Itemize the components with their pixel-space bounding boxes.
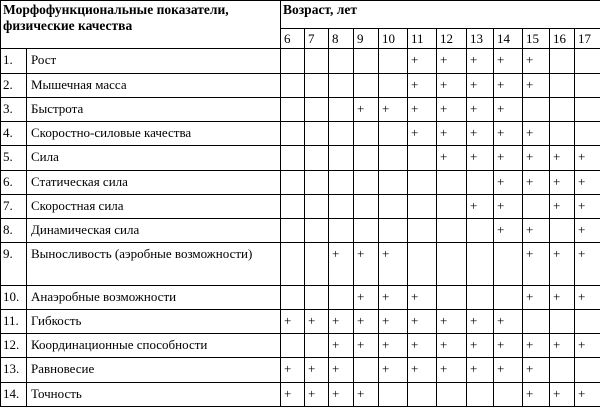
- plus-mark-cell: +: [550, 334, 575, 358]
- row-number: 11.: [1, 309, 27, 333]
- empty-cell: [408, 243, 437, 285]
- row-number: 12.: [1, 334, 27, 358]
- empty-cell: [281, 194, 305, 218]
- plus-mark-cell: +: [437, 49, 467, 73]
- plus-mark-cell: +: [437, 146, 467, 170]
- table-row: [1, 49, 600, 73]
- empty-cell: [329, 73, 354, 97]
- table-row: [1, 122, 600, 146]
- plus-mark-cell: +: [329, 358, 354, 382]
- empty-cell: [467, 243, 494, 285]
- plus-mark-cell: +: [437, 122, 467, 146]
- empty-cell: [523, 194, 550, 218]
- age-column-header: 13: [467, 29, 494, 49]
- empty-cell: [467, 382, 494, 406]
- plus-mark-cell: +: [494, 122, 523, 146]
- age-column-header: 6: [281, 29, 305, 49]
- plus-mark-cell: +: [379, 309, 408, 333]
- empty-cell: [550, 309, 575, 333]
- row-label: Рост: [27, 49, 281, 73]
- plus-mark-cell: +: [494, 146, 523, 170]
- age-column-header: 15: [523, 29, 550, 49]
- age-column-header: 9: [354, 29, 379, 49]
- empty-cell: [354, 358, 379, 382]
- table-row: [1, 382, 600, 406]
- plus-mark-cell: +: [550, 285, 575, 309]
- plus-mark-cell: +: [379, 243, 408, 285]
- age-column-header: 7: [305, 29, 329, 49]
- plus-mark-cell: +: [494, 194, 523, 218]
- table-row: [1, 170, 600, 194]
- age-column-header: 12: [437, 29, 467, 49]
- plus-mark-cell: +: [467, 334, 494, 358]
- plus-mark-cell: +: [281, 309, 305, 333]
- plus-mark-cell: +: [437, 309, 467, 333]
- table-row: [1, 194, 600, 218]
- plus-mark-cell: +: [379, 358, 408, 382]
- table-row: [1, 334, 600, 358]
- table-row: [1, 285, 600, 309]
- plus-mark-cell: +: [408, 49, 437, 73]
- plus-mark-cell: +: [494, 73, 523, 97]
- plus-mark-cell: +: [354, 309, 379, 333]
- plus-mark-cell: +: [523, 285, 550, 309]
- plus-mark-cell: +: [494, 334, 523, 358]
- row-number: 6.: [1, 170, 27, 194]
- plus-mark-cell: +: [281, 358, 305, 382]
- plus-mark-cell: +: [523, 49, 550, 73]
- empty-cell: [354, 194, 379, 218]
- plus-mark-cell: +: [437, 73, 467, 97]
- empty-cell: [379, 382, 408, 406]
- row-label: Статическая сила: [27, 170, 281, 194]
- empty-cell: [354, 219, 379, 243]
- empty-cell: [408, 194, 437, 218]
- empty-cell: [550, 122, 575, 146]
- row-label: Скоростная сила: [27, 194, 281, 218]
- empty-cell: [329, 170, 354, 194]
- age-column-header: 17: [575, 29, 600, 49]
- table-row: [1, 97, 600, 121]
- plus-mark-cell: +: [305, 382, 329, 406]
- row-label: Динамическая сила: [27, 219, 281, 243]
- empty-cell: [329, 49, 354, 73]
- row-number: 5.: [1, 146, 27, 170]
- row-label: Скоростно-силовые качества: [27, 122, 281, 146]
- empty-cell: [575, 358, 600, 382]
- empty-cell: [379, 49, 408, 73]
- plus-mark-cell: +: [354, 334, 379, 358]
- age-column-header: 14: [494, 29, 523, 49]
- empty-cell: [494, 243, 523, 285]
- empty-cell: [408, 170, 437, 194]
- plus-mark-cell: +: [550, 243, 575, 285]
- row-number: 2.: [1, 73, 27, 97]
- empty-cell: [281, 73, 305, 97]
- plus-mark-cell: +: [467, 73, 494, 97]
- plus-mark-cell: +: [329, 382, 354, 406]
- plus-mark-cell: +: [550, 382, 575, 406]
- plus-mark-cell: +: [408, 122, 437, 146]
- plus-mark-cell: +: [408, 358, 437, 382]
- empty-cell: [281, 170, 305, 194]
- plus-mark-cell: +: [408, 285, 437, 309]
- row-label: Мышечная масса: [27, 73, 281, 97]
- plus-mark-cell: +: [494, 49, 523, 73]
- empty-cell: [329, 122, 354, 146]
- row-number: 8.: [1, 219, 27, 243]
- empty-cell: [305, 49, 329, 73]
- plus-mark-cell: +: [467, 309, 494, 333]
- table-row: [1, 146, 600, 170]
- plus-mark-cell: +: [379, 97, 408, 121]
- table-row: [1, 358, 600, 382]
- empty-cell: [305, 146, 329, 170]
- empty-cell: [379, 194, 408, 218]
- empty-cell: [281, 146, 305, 170]
- plus-mark-cell: +: [575, 194, 600, 218]
- table-row: [1, 73, 600, 97]
- row-number: 3.: [1, 97, 27, 121]
- plus-mark-cell: +: [575, 219, 600, 243]
- plus-mark-cell: +: [467, 97, 494, 121]
- empty-cell: [408, 382, 437, 406]
- plus-mark-cell: +: [305, 358, 329, 382]
- plus-mark-cell: +: [494, 97, 523, 121]
- empty-cell: [408, 146, 437, 170]
- plus-mark-cell: +: [575, 285, 600, 309]
- plus-mark-cell: +: [550, 170, 575, 194]
- empty-cell: [437, 243, 467, 285]
- plus-mark-cell: +: [550, 194, 575, 218]
- plus-mark-cell: +: [575, 170, 600, 194]
- empty-cell: [550, 49, 575, 73]
- row-label: Выносливость (аэробные возможности): [27, 243, 281, 285]
- empty-cell: [281, 219, 305, 243]
- plus-mark-cell: +: [329, 334, 354, 358]
- plus-mark-cell: +: [523, 334, 550, 358]
- plus-mark-cell: +: [437, 334, 467, 358]
- row-label: Быстрота: [27, 97, 281, 121]
- empty-cell: [281, 97, 305, 121]
- plus-mark-cell: +: [408, 97, 437, 121]
- row-number: 4.: [1, 122, 27, 146]
- empty-cell: [467, 219, 494, 243]
- plus-mark-cell: +: [523, 358, 550, 382]
- plus-mark-cell: +: [550, 146, 575, 170]
- empty-cell: [575, 97, 600, 121]
- empty-cell: [305, 334, 329, 358]
- plus-mark-cell: +: [354, 382, 379, 406]
- empty-cell: [281, 285, 305, 309]
- empty-cell: [305, 194, 329, 218]
- empty-cell: [354, 49, 379, 73]
- row-label: Анаэробные возможности: [27, 285, 281, 309]
- empty-cell: [329, 219, 354, 243]
- empty-cell: [354, 170, 379, 194]
- plus-mark-cell: +: [329, 309, 354, 333]
- plus-mark-cell: +: [408, 309, 437, 333]
- plus-mark-cell: +: [523, 382, 550, 406]
- row-label: Гибкость: [27, 309, 281, 333]
- empty-cell: [467, 285, 494, 309]
- empty-cell: [437, 194, 467, 218]
- empty-cell: [575, 49, 600, 73]
- age-column-header: 10: [379, 29, 408, 49]
- empty-cell: [550, 219, 575, 243]
- plus-mark-cell: +: [523, 122, 550, 146]
- plus-mark-cell: +: [523, 146, 550, 170]
- empty-cell: [575, 309, 600, 333]
- plus-mark-cell: +: [354, 97, 379, 121]
- plus-mark-cell: +: [305, 309, 329, 333]
- age-column-header: 8: [329, 29, 354, 49]
- plus-mark-cell: +: [523, 170, 550, 194]
- plus-mark-cell: +: [437, 97, 467, 121]
- empty-cell: [379, 219, 408, 243]
- empty-cell: [408, 219, 437, 243]
- table-title: Морфофункциональные показатели, физические качества: [1, 1, 281, 49]
- empty-cell: [437, 219, 467, 243]
- plus-mark-cell: +: [437, 358, 467, 382]
- age-column-header: 11: [408, 29, 437, 49]
- age-heading: Возраст, лет: [281, 1, 600, 29]
- empty-cell: [329, 146, 354, 170]
- plus-mark-cell: +: [523, 219, 550, 243]
- empty-cell: [305, 97, 329, 121]
- empty-cell: [494, 382, 523, 406]
- empty-cell: [467, 170, 494, 194]
- plus-mark-cell: +: [281, 382, 305, 406]
- row-number: 7.: [1, 194, 27, 218]
- header-row: [1, 1, 600, 29]
- plus-mark-cell: +: [467, 146, 494, 170]
- row-label: Равновесие: [27, 358, 281, 382]
- empty-cell: [305, 73, 329, 97]
- empty-cell: [281, 243, 305, 285]
- plus-mark-cell: +: [575, 334, 600, 358]
- empty-cell: [379, 146, 408, 170]
- row-number: 9.: [1, 243, 27, 285]
- plus-mark-cell: +: [354, 243, 379, 285]
- plus-mark-cell: +: [379, 285, 408, 309]
- plus-mark-cell: +: [467, 358, 494, 382]
- row-number: 14.: [1, 382, 27, 406]
- row-number: 10.: [1, 285, 27, 309]
- table-row: [1, 243, 600, 285]
- empty-cell: [305, 170, 329, 194]
- table-row: [1, 309, 600, 333]
- plus-mark-cell: +: [408, 334, 437, 358]
- empty-cell: [281, 334, 305, 358]
- row-number: 1.: [1, 49, 27, 73]
- empty-cell: [305, 285, 329, 309]
- empty-cell: [494, 285, 523, 309]
- empty-cell: [437, 170, 467, 194]
- plus-mark-cell: +: [575, 146, 600, 170]
- empty-cell: [550, 97, 575, 121]
- plus-mark-cell: +: [467, 194, 494, 218]
- plus-mark-cell: +: [494, 309, 523, 333]
- empty-cell: [575, 122, 600, 146]
- plus-mark-cell: +: [494, 170, 523, 194]
- plus-mark-cell: +: [379, 334, 408, 358]
- empty-cell: [281, 122, 305, 146]
- empty-cell: [575, 73, 600, 97]
- row-label: Координационные способности: [27, 334, 281, 358]
- plus-mark-cell: +: [575, 243, 600, 285]
- empty-cell: [437, 285, 467, 309]
- plus-mark-cell: +: [494, 219, 523, 243]
- row-label: Сила: [27, 146, 281, 170]
- empty-cell: [437, 382, 467, 406]
- empty-cell: [354, 73, 379, 97]
- plus-mark-cell: +: [408, 73, 437, 97]
- plus-mark-cell: +: [494, 358, 523, 382]
- age-column-header: 16: [550, 29, 575, 49]
- plus-mark-cell: +: [523, 73, 550, 97]
- plus-mark-cell: +: [354, 285, 379, 309]
- plus-mark-cell: +: [467, 49, 494, 73]
- empty-cell: [305, 243, 329, 285]
- row-number: 13.: [1, 358, 27, 382]
- empty-cell: [354, 146, 379, 170]
- empty-cell: [379, 170, 408, 194]
- empty-cell: [305, 122, 329, 146]
- plus-mark-cell: +: [467, 122, 494, 146]
- row-label: Точность: [27, 382, 281, 406]
- empty-cell: [329, 194, 354, 218]
- empty-cell: [379, 73, 408, 97]
- empty-cell: [523, 309, 550, 333]
- empty-cell: [329, 285, 354, 309]
- empty-cell: [305, 219, 329, 243]
- plus-mark-cell: +: [329, 243, 354, 285]
- plus-mark-cell: +: [575, 382, 600, 406]
- empty-cell: [550, 358, 575, 382]
- table-row: [1, 219, 600, 243]
- empty-cell: [523, 97, 550, 121]
- empty-cell: [354, 122, 379, 146]
- empty-cell: [329, 97, 354, 121]
- empty-cell: [379, 122, 408, 146]
- empty-cell: [281, 49, 305, 73]
- empty-cell: [550, 73, 575, 97]
- plus-mark-cell: +: [523, 243, 550, 285]
